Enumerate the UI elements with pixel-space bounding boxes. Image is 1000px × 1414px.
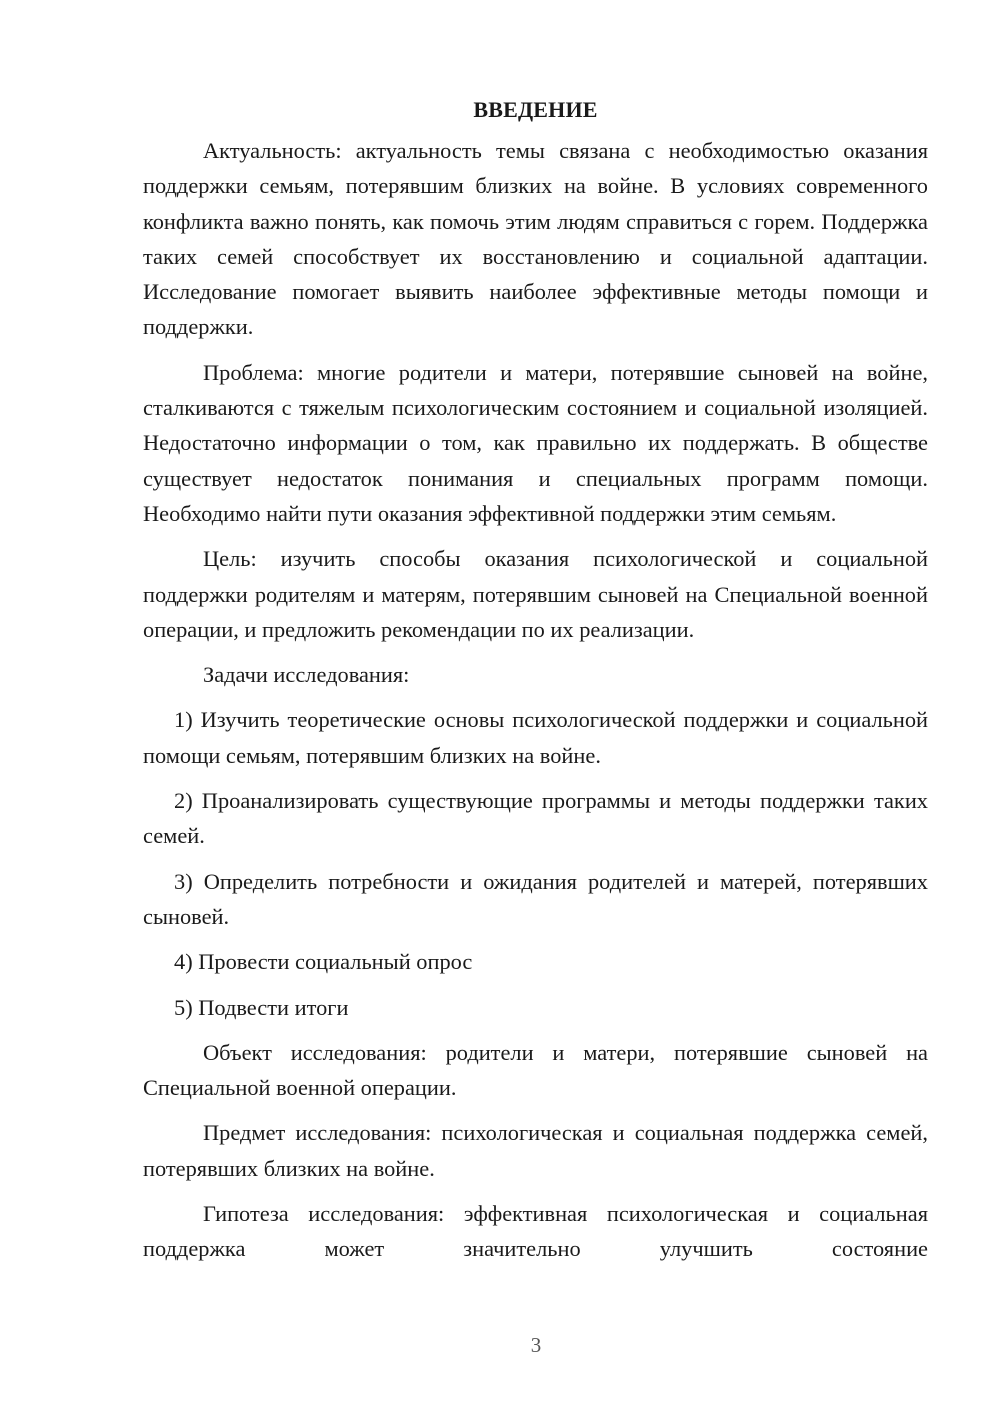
page-number: 3 <box>530 1333 542 1357</box>
task-item: 4) Провести социальный опрос <box>174 949 473 975</box>
section-heading: ВВЕДЕНИЕ <box>473 97 598 122</box>
subject-paragraph: Предмет исследования: психологическая и социальная поддержка семей, потерявших близких на войне. <box>143 1120 928 1181</box>
goal-paragraph: Цель: изучить способы оказания психологической и социальной поддержки родителям и матерям, потерявшим сыновей на Специальной военной операции, и предложить рекомендации по их реализации. <box>143 546 928 642</box>
task-item: 2) Проанализировать существующие программы и методы поддержки таких семей. <box>143 788 928 849</box>
task-item: 3) Определить потребности и ожидания родителей и матерей, потерявших сыновей. <box>143 868 928 929</box>
document-body <box>143 92 928 1277</box>
task-item: 5) Подвести итоги <box>174 994 349 1020</box>
hypothesis-paragraph: Гипотеза исследования: эффективная психологическая и социальная поддержка может значительно улучшить состояние <box>143 1201 928 1262</box>
relevance-paragraph: Актуальность: актуальность темы связана с необходимостью оказания поддержки семьям, потерявшим близких на войне. В условиях современного конфликта важно понять, как помочь этим людям справиться с горем. Поддержка таких семей способствует их восстановлению и социальной адаптации. Исследование помогает выявить наиболее эффективные методы помощи и поддержки. <box>143 138 928 340</box>
tasks-heading: Задачи исследования: <box>203 662 410 688</box>
task-item: 1) Изучить теоретические основы психологической поддержки и социальной помощи семьям, потерявшим близких на войне. <box>143 707 928 768</box>
problem-paragraph: Проблема: многие родители и матери, потерявшие сыновей на войне, сталкиваются с тяжелым психологическим состоянием и социальной изоляцией. Недостаточно информации о том, как правильно их поддержать. В обществе существует недостаток понимания и специальных программ помощи. Необходимо найти пути оказания эффективной поддержки этим семьям. <box>143 359 928 526</box>
object-paragraph: Объект исследования: родители и матери, потерявшие сыновей на Специальной военной операции. <box>143 1039 928 1101</box>
